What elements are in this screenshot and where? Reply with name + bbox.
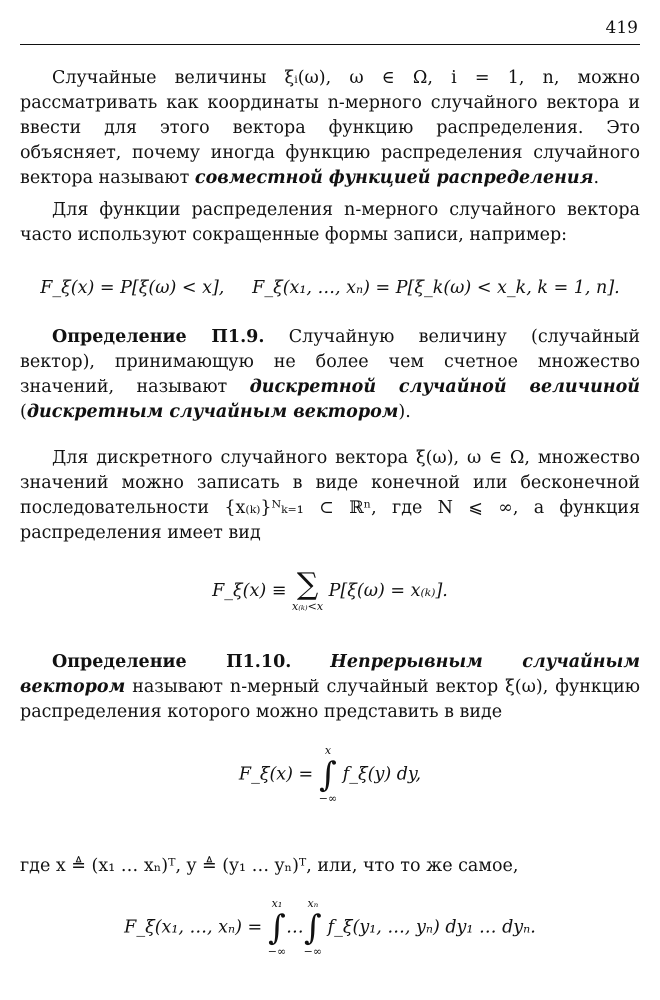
- integral-operator-1: [268, 898, 286, 958]
- formula4-right: f_ξ(y₁, …, yₙ) dy₁ … dyₙ.: [327, 917, 536, 938]
- sum-operator: [292, 567, 324, 613]
- formula4-dots: …: [286, 917, 304, 938]
- paragraph-random-variables: [20, 66, 640, 191]
- paragraph-discrete-vector: [20, 446, 640, 546]
- definition1-paren-close: ).: [398, 402, 411, 422]
- integral2-upper-limit: xₙ: [307, 897, 319, 910]
- paragraph-short-forms: [20, 198, 640, 248]
- formula3-left: F_ξ(x) =: [238, 764, 314, 785]
- paragraph1-emphasis: совместной функцией распределения: [194, 168, 594, 188]
- definition1-text: Случайную величину (случайный вектор), принимающую не более чем счетное множество значений, называют: [20, 327, 640, 397]
- integral-operator-2: [304, 898, 322, 958]
- integral-sign: ∫: [319, 755, 337, 795]
- paragraph4-text: где x ≜ (x₁ … xₙ)ᵀ, y ≜ (y₁ … yₙ)ᵀ, или, что то же самое,: [20, 856, 519, 876]
- page-number: 419: [605, 18, 638, 38]
- formula-multiple-integral: [20, 898, 640, 958]
- integral2-sign: ∫: [303, 908, 322, 948]
- definition-continuous: [20, 650, 640, 725]
- integral2-lower-limit: −∞: [303, 945, 323, 958]
- formula1-left: F_ξ(x) = P[ξ(ω) < x],: [40, 278, 225, 298]
- formula-distribution-short: [20, 278, 640, 298]
- formula-discrete-distribution: [20, 567, 640, 613]
- paragraph1-text: Случайные величины ξᵢ(ω), ω ∈ Ω, i = 1, n, можно рассматривать как координаты n-мерного случайного вектора и ввести для этого вектора функцию распределения. Это объясняет, почему иногда функцию распределения случайного вектора называют: [20, 68, 640, 188]
- integral1-upper-limit: x₁: [271, 897, 283, 910]
- definition-discrete: [20, 325, 640, 425]
- formula2-left: F_ξ(x) ≡: [212, 581, 287, 601]
- paragraph-vector-notation: [20, 854, 640, 879]
- integral-operator: [319, 745, 337, 805]
- integral1-sign: ∫: [268, 908, 286, 948]
- definition2-emphasis: Непрерывным случайным вектором: [20, 652, 640, 697]
- definition2-label: Определение П1.10.: [52, 652, 292, 672]
- formula4-left: F_ξ(x₁, …, xₙ) =: [124, 917, 263, 938]
- integral1-lower-limit: −∞: [267, 945, 287, 958]
- definition2-text: называют n-мерный случайный вектор ξ(ω), функцию распределения которого можно представить в виде: [20, 677, 640, 722]
- paragraph1-end: .: [593, 168, 600, 188]
- integral-upper-limit: x: [324, 744, 332, 757]
- formula3-right: f_ξ(y) dy,: [342, 764, 422, 785]
- paragraph2-text: Для функции распределения n-мерного случайного вектора часто используют сокращенные формы записи, например:: [20, 200, 640, 245]
- formula1-right: F_ξ(x₁, …, xₙ) = P[ξ_k(ω) < x_k, k = 1, n].: [252, 278, 620, 298]
- sum-limit: x₍ₖ₎<x: [292, 600, 324, 613]
- sum-sign: ∑: [296, 567, 319, 602]
- definition1-paren-open: (: [20, 402, 27, 422]
- paragraph3-text: Для дискретного случайного вектора ξ(ω), ω ∈ Ω, множество значений можно записать в виде конечной или бесконечной последовательности {x₍ₖ₎}ᴺₖ₌₁ ⊂ ℝⁿ, где N ⩽ ∞, а функция распределения имеет вид: [20, 448, 640, 543]
- header-rule: [20, 44, 640, 45]
- definition1-emphasis1: дискретной случайной величиной: [249, 377, 640, 397]
- definition1-emphasis2: дискретным случайным вектором: [26, 402, 399, 422]
- definition1-label: Определение П1.9.: [52, 327, 265, 347]
- integral-lower-limit: −∞: [318, 792, 338, 805]
- formula2-right: P[ξ(ω) = x₍ₖ₎].: [328, 581, 448, 601]
- formula-continuous-integral: [20, 745, 640, 805]
